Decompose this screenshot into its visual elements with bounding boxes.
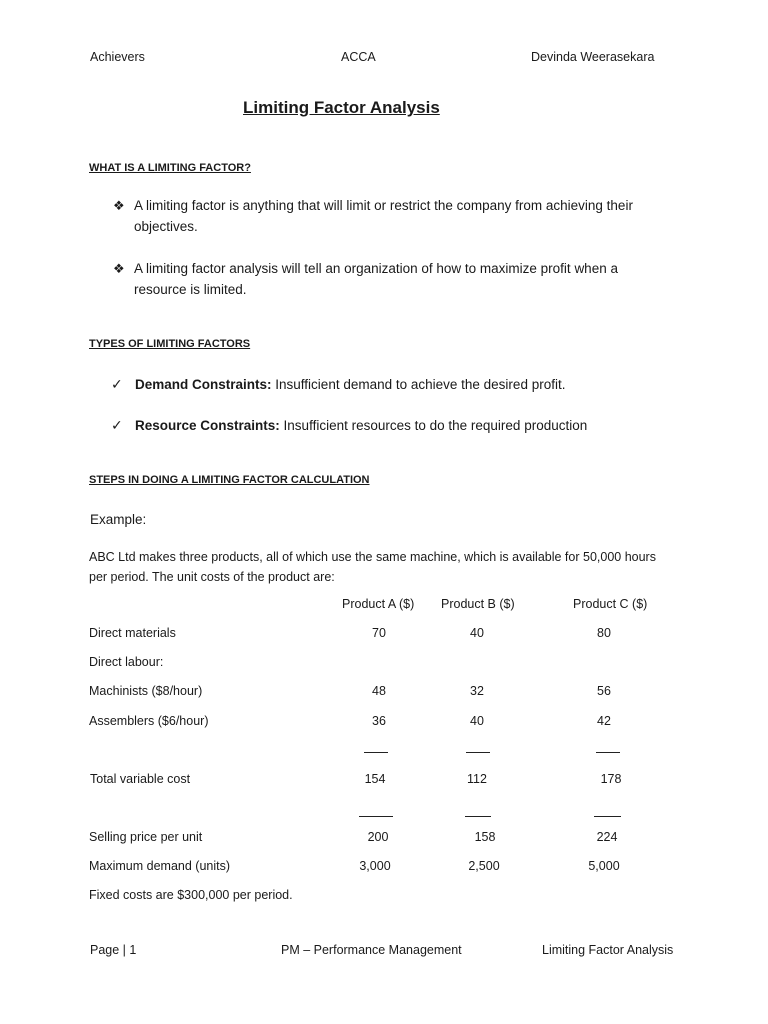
table-cell: 80 bbox=[597, 626, 611, 640]
constraint-desc: Insufficient resources to do the required production bbox=[279, 418, 588, 433]
table-cell: 178 bbox=[600, 772, 622, 786]
section-heading-steps: STEPS IN DOING A LIMITING FACTOR CALCULATION bbox=[89, 474, 370, 486]
row-label: Selling price per unit bbox=[89, 830, 203, 844]
example-label: Example: bbox=[90, 512, 147, 527]
row-label: Direct materials bbox=[89, 626, 176, 640]
subtotal-rule bbox=[466, 752, 490, 753]
table-cell: 40 bbox=[470, 626, 484, 640]
table-cell: 112 bbox=[467, 772, 487, 786]
row-label: Machinists ($8/hour) bbox=[89, 684, 203, 698]
example-intro: ABC Ltd makes three products, all of which use the same machine, which is available for 50,000 hours per period. The unit costs of the product are: bbox=[89, 550, 656, 584]
row-label: Direct labour: bbox=[89, 655, 164, 669]
table-cell: 158 bbox=[474, 830, 496, 844]
diamond-bullet-icon: ❖ bbox=[113, 261, 125, 276]
constraint-term: Demand Constraints: bbox=[135, 377, 272, 392]
total-rule bbox=[594, 816, 621, 817]
total-rule bbox=[359, 816, 393, 817]
constraint-desc: Insufficient demand to achieve the desired profit. bbox=[271, 377, 566, 392]
list-item bbox=[111, 374, 671, 395]
total-rule bbox=[465, 816, 491, 817]
bullet-text: A limiting factor analysis will tell an organization of how to maximize profit when a resource is limited. bbox=[134, 261, 618, 297]
footer-center: PM – Performance Management bbox=[281, 943, 462, 957]
diamond-bullet-icon: ❖ bbox=[113, 198, 125, 213]
table-cell: 40 bbox=[470, 714, 484, 728]
table-cell: 3,000 bbox=[359, 859, 391, 873]
list-item bbox=[113, 258, 673, 300]
table-cell: 48 bbox=[372, 684, 386, 698]
list-item bbox=[111, 415, 671, 436]
bullet-text: A limiting factor is anything that will limit or restrict the company from achieving their objectives. bbox=[134, 198, 633, 234]
table-cell: 5,000 bbox=[588, 859, 620, 873]
table-cell: 36 bbox=[372, 714, 386, 728]
table-cell: 56 bbox=[597, 684, 611, 698]
constraint-term: Resource Constraints: bbox=[135, 418, 280, 433]
subtotal-rule bbox=[596, 752, 620, 753]
section-heading-types: TYPES OF LIMITING FACTORS bbox=[89, 338, 251, 350]
table-cell: 200 bbox=[367, 830, 389, 844]
row-label: Total variable cost bbox=[90, 772, 191, 786]
table-cell: 70 bbox=[372, 626, 386, 640]
document-title: Limiting Factor Analysis bbox=[243, 98, 440, 117]
table-cell: 32 bbox=[470, 684, 484, 698]
header-right: Devinda Weerasekara bbox=[531, 50, 655, 64]
column-header: Product A ($) bbox=[342, 597, 415, 611]
table-cell: 224 bbox=[596, 830, 618, 844]
section-heading-what-is: WHAT IS A LIMITING FACTOR? bbox=[89, 162, 251, 174]
row-label: Maximum demand (units) bbox=[89, 859, 231, 873]
header-left: Achievers bbox=[90, 50, 145, 64]
fixed-costs-note: Fixed costs are $300,000 per period. bbox=[89, 888, 293, 902]
checkmark-icon: ✓ bbox=[111, 417, 123, 433]
row-label: Assemblers ($6/hour) bbox=[89, 714, 209, 728]
footer-right: Limiting Factor Analysis bbox=[542, 943, 674, 957]
list-item bbox=[113, 195, 673, 237]
table-cell: 2,500 bbox=[468, 859, 500, 873]
footer-page-number: Page | 1 bbox=[90, 943, 137, 957]
subtotal-rule bbox=[364, 752, 388, 753]
table-cell: 42 bbox=[597, 714, 611, 728]
header-center: ACCA bbox=[341, 50, 376, 64]
column-header: Product C ($) bbox=[573, 597, 648, 611]
table-cell: 154 bbox=[364, 772, 386, 786]
checkmark-icon: ✓ bbox=[111, 376, 123, 392]
column-header: Product B ($) bbox=[441, 597, 515, 611]
